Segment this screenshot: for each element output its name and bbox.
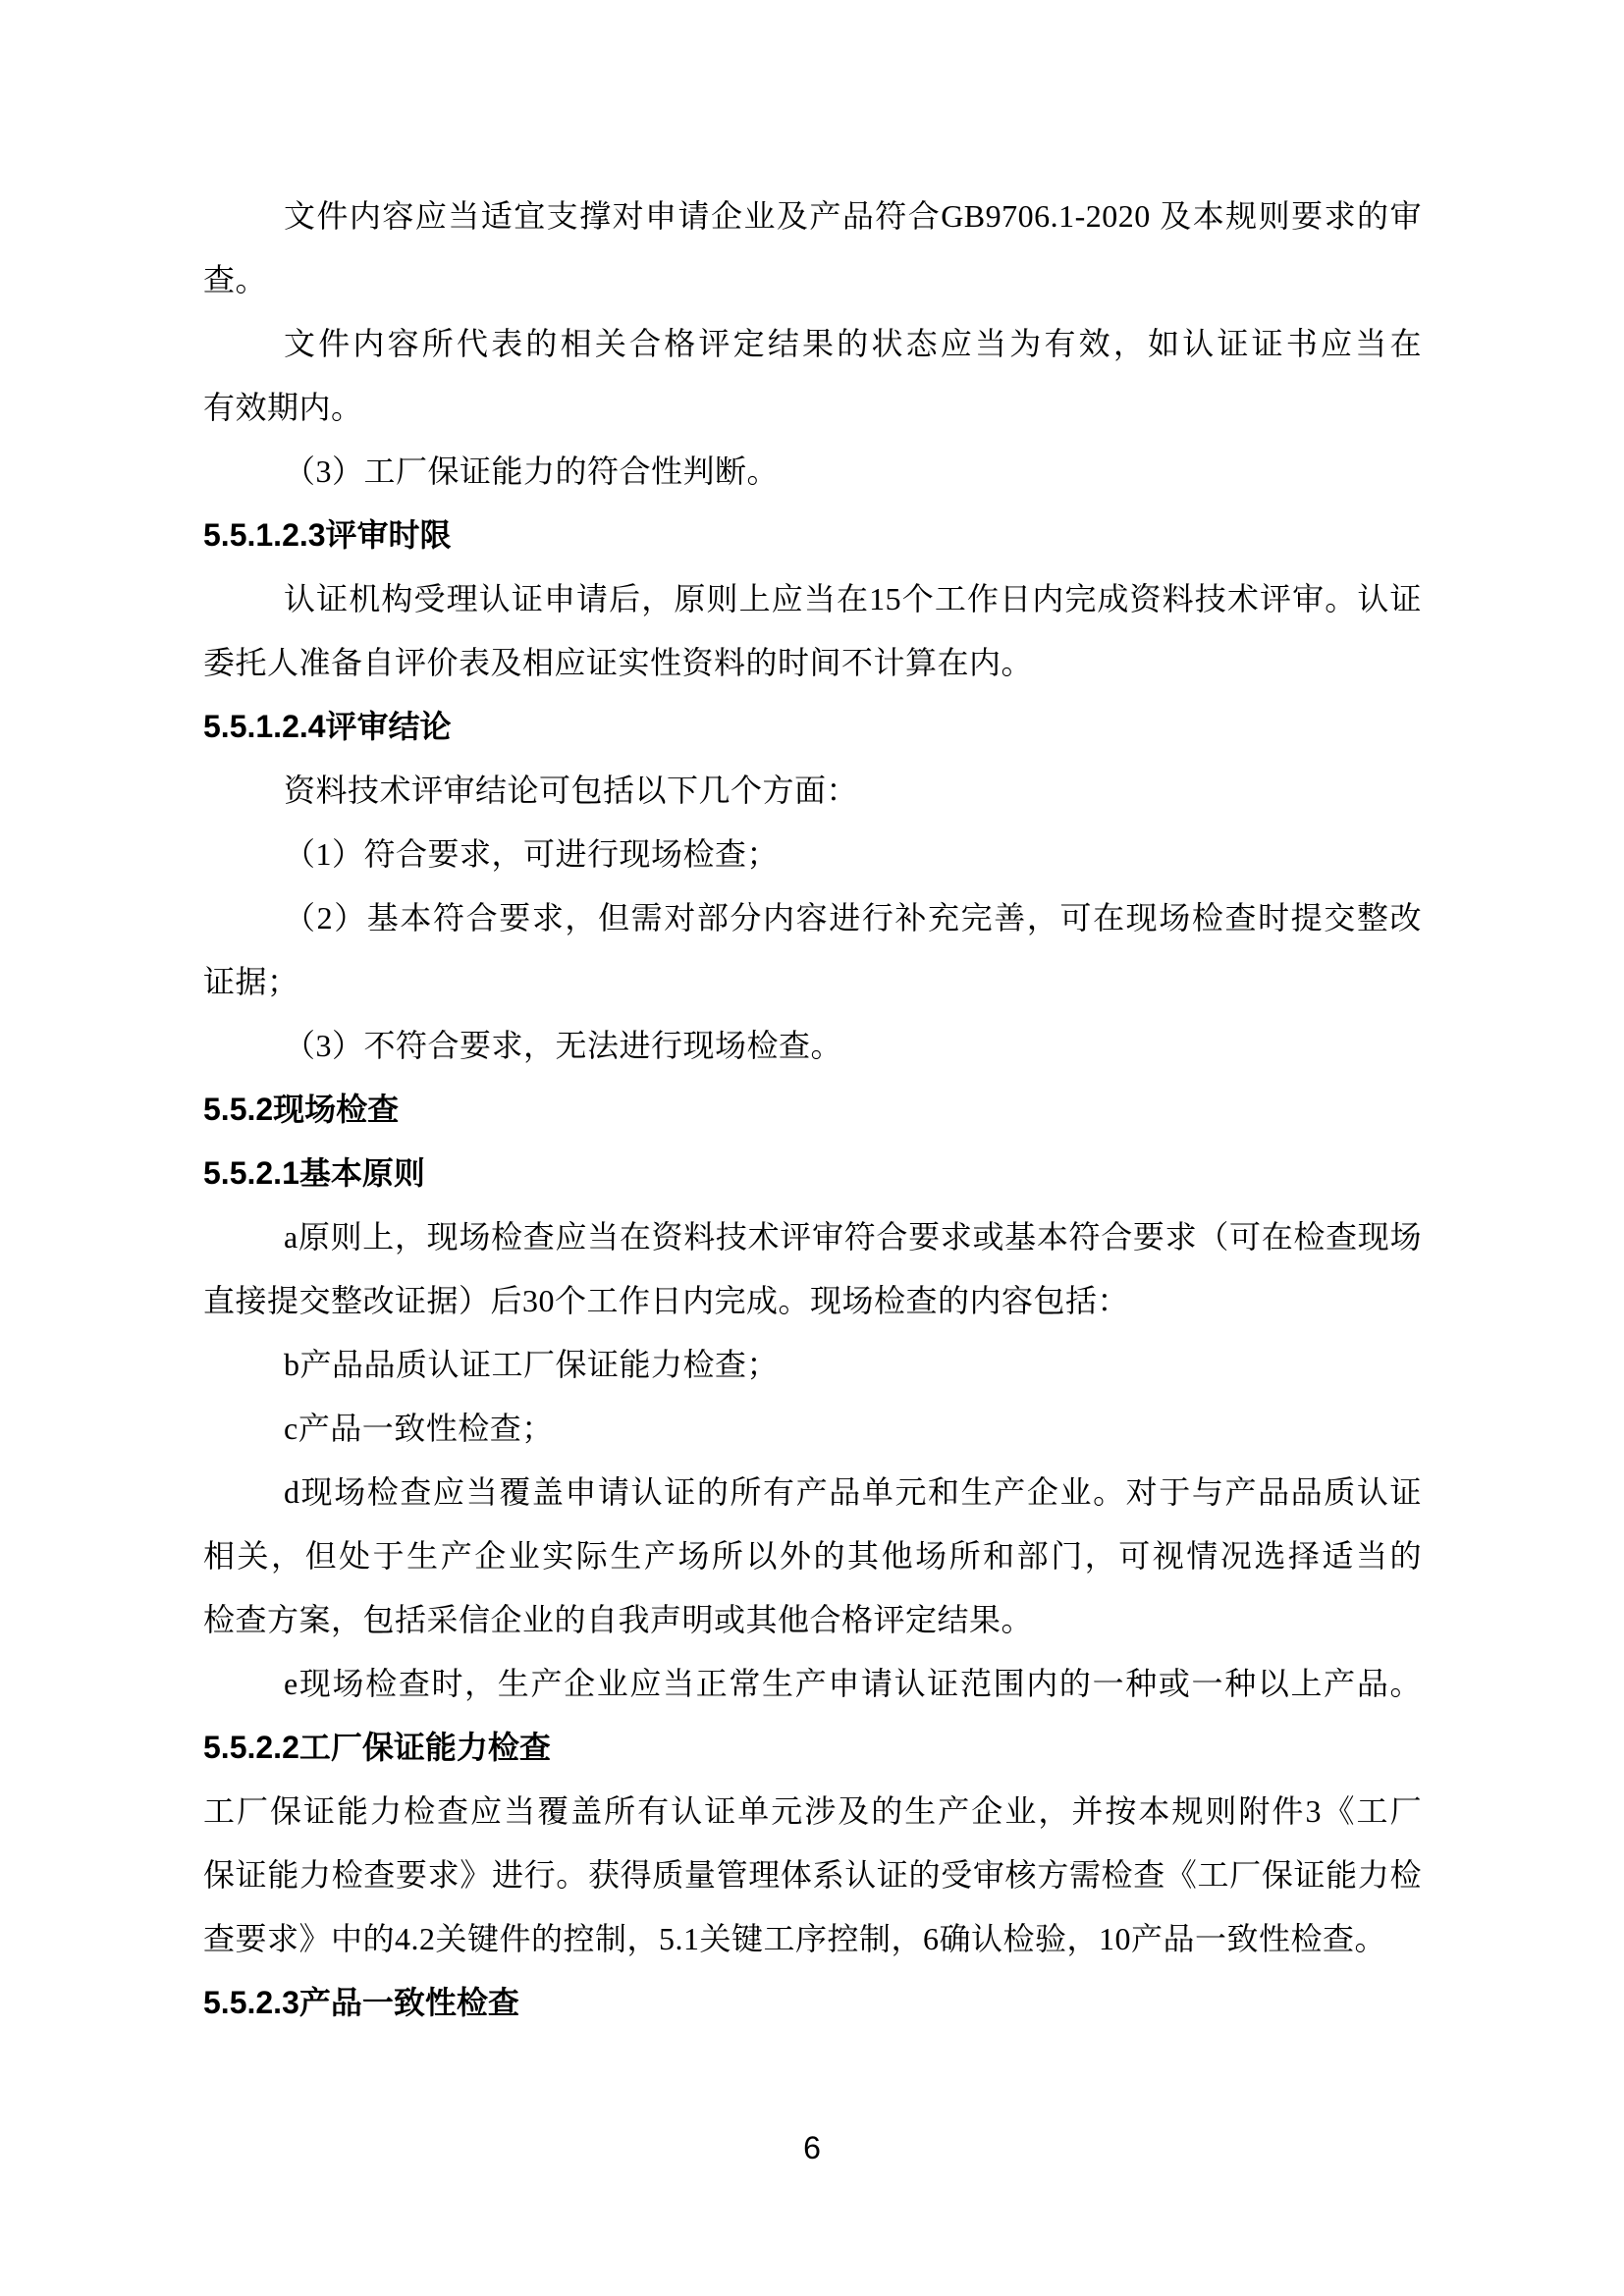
section-heading: 5.5.2.1基本原则 xyxy=(203,1155,425,1191)
text-line: （2）基本符合要求，但需对部分内容进行补充完善，可在现场检查时提交整改 xyxy=(284,900,1422,935)
text-line: 文件内容所代表的相关合格评定结果的状态应当为有效，如认证证书应当在 xyxy=(284,326,1422,361)
text-line: 有效期内。 xyxy=(203,390,363,425)
text-line: 证据； xyxy=(203,964,299,999)
text-line: 工厂保证能力检查应当覆盖所有认证单元涉及的生产企业，并按本规则附件3《工厂 xyxy=(203,1793,1422,1829)
text-line: 查要求》中的4.2关键件的控制，5.1关键工序控制，6确认检验，10产品一致性检查。 xyxy=(203,1921,1387,1956)
section-heading: 5.5.2现场检查 xyxy=(203,1092,400,1127)
text-line: b产品品质认证工厂保证能力检查； xyxy=(284,1347,780,1382)
text-line: 资料技术评审结论可包括以下几个方面： xyxy=(284,773,859,808)
text-line: 查。 xyxy=(203,262,268,297)
text-line: d现场检查应当覆盖申请认证的所有产品单元和生产企业。对于与产品品质认证 xyxy=(284,1474,1422,1510)
text-line: （1）符合要求，可进行现场检查； xyxy=(284,836,780,872)
text-line: 文件内容应当适宜支撑对申请企业及产品符合GB9706.1-2020 及本规则要求的审 xyxy=(284,198,1422,234)
section-heading: 5.5.1.2.3评审时限 xyxy=(203,517,452,553)
document-lines xyxy=(203,185,1422,2035)
text-line: （3）不符合要求，无法进行现场检查。 xyxy=(284,1028,843,1063)
section-heading: 5.5.2.2工厂保证能力检查 xyxy=(203,1730,551,1765)
text-line: c产品一致性检查； xyxy=(284,1411,554,1446)
text-line: a原则上，现场检查应当在资料技术评审符合要求或基本符合要求（可在检查现场 xyxy=(284,1219,1422,1255)
section-heading: 5.5.2.3产品一致性检查 xyxy=(203,1985,519,2020)
text-line: 认证机构受理认证申请后，原则上应当在15个工作日内完成资料技术评审。认证 xyxy=(284,581,1422,616)
text-line: 保证能力检查要求》进行。获得质量管理体系认证的受审核方需检查《工厂保证能力检 xyxy=(203,1857,1422,1893)
text-line: （3）工厂保证能力的符合性判断。 xyxy=(284,454,780,489)
text-line: 委托人准备自评价表及相应证实性资料的时间不计算在内。 xyxy=(203,645,1034,680)
text-line: 直接提交整改证据）后30个工作日内完成。现场检查的内容包括： xyxy=(203,1283,1130,1318)
text-line: 检查方案，包括采信企业的自我声明或其他合格评定结果。 xyxy=(203,1602,1034,1637)
section-heading: 5.5.1.2.4评审结论 xyxy=(203,709,452,744)
text-line: 相关，但处于生产企业实际生产场所以外的其他场所和部门，可视情况选择适当的 xyxy=(203,1538,1422,1574)
page-number: 6 xyxy=(803,2130,821,2165)
text-line: e现场检查时，生产企业应当正常生产申请认证范围内的一种或一种以上产品。 xyxy=(284,1666,1422,1701)
